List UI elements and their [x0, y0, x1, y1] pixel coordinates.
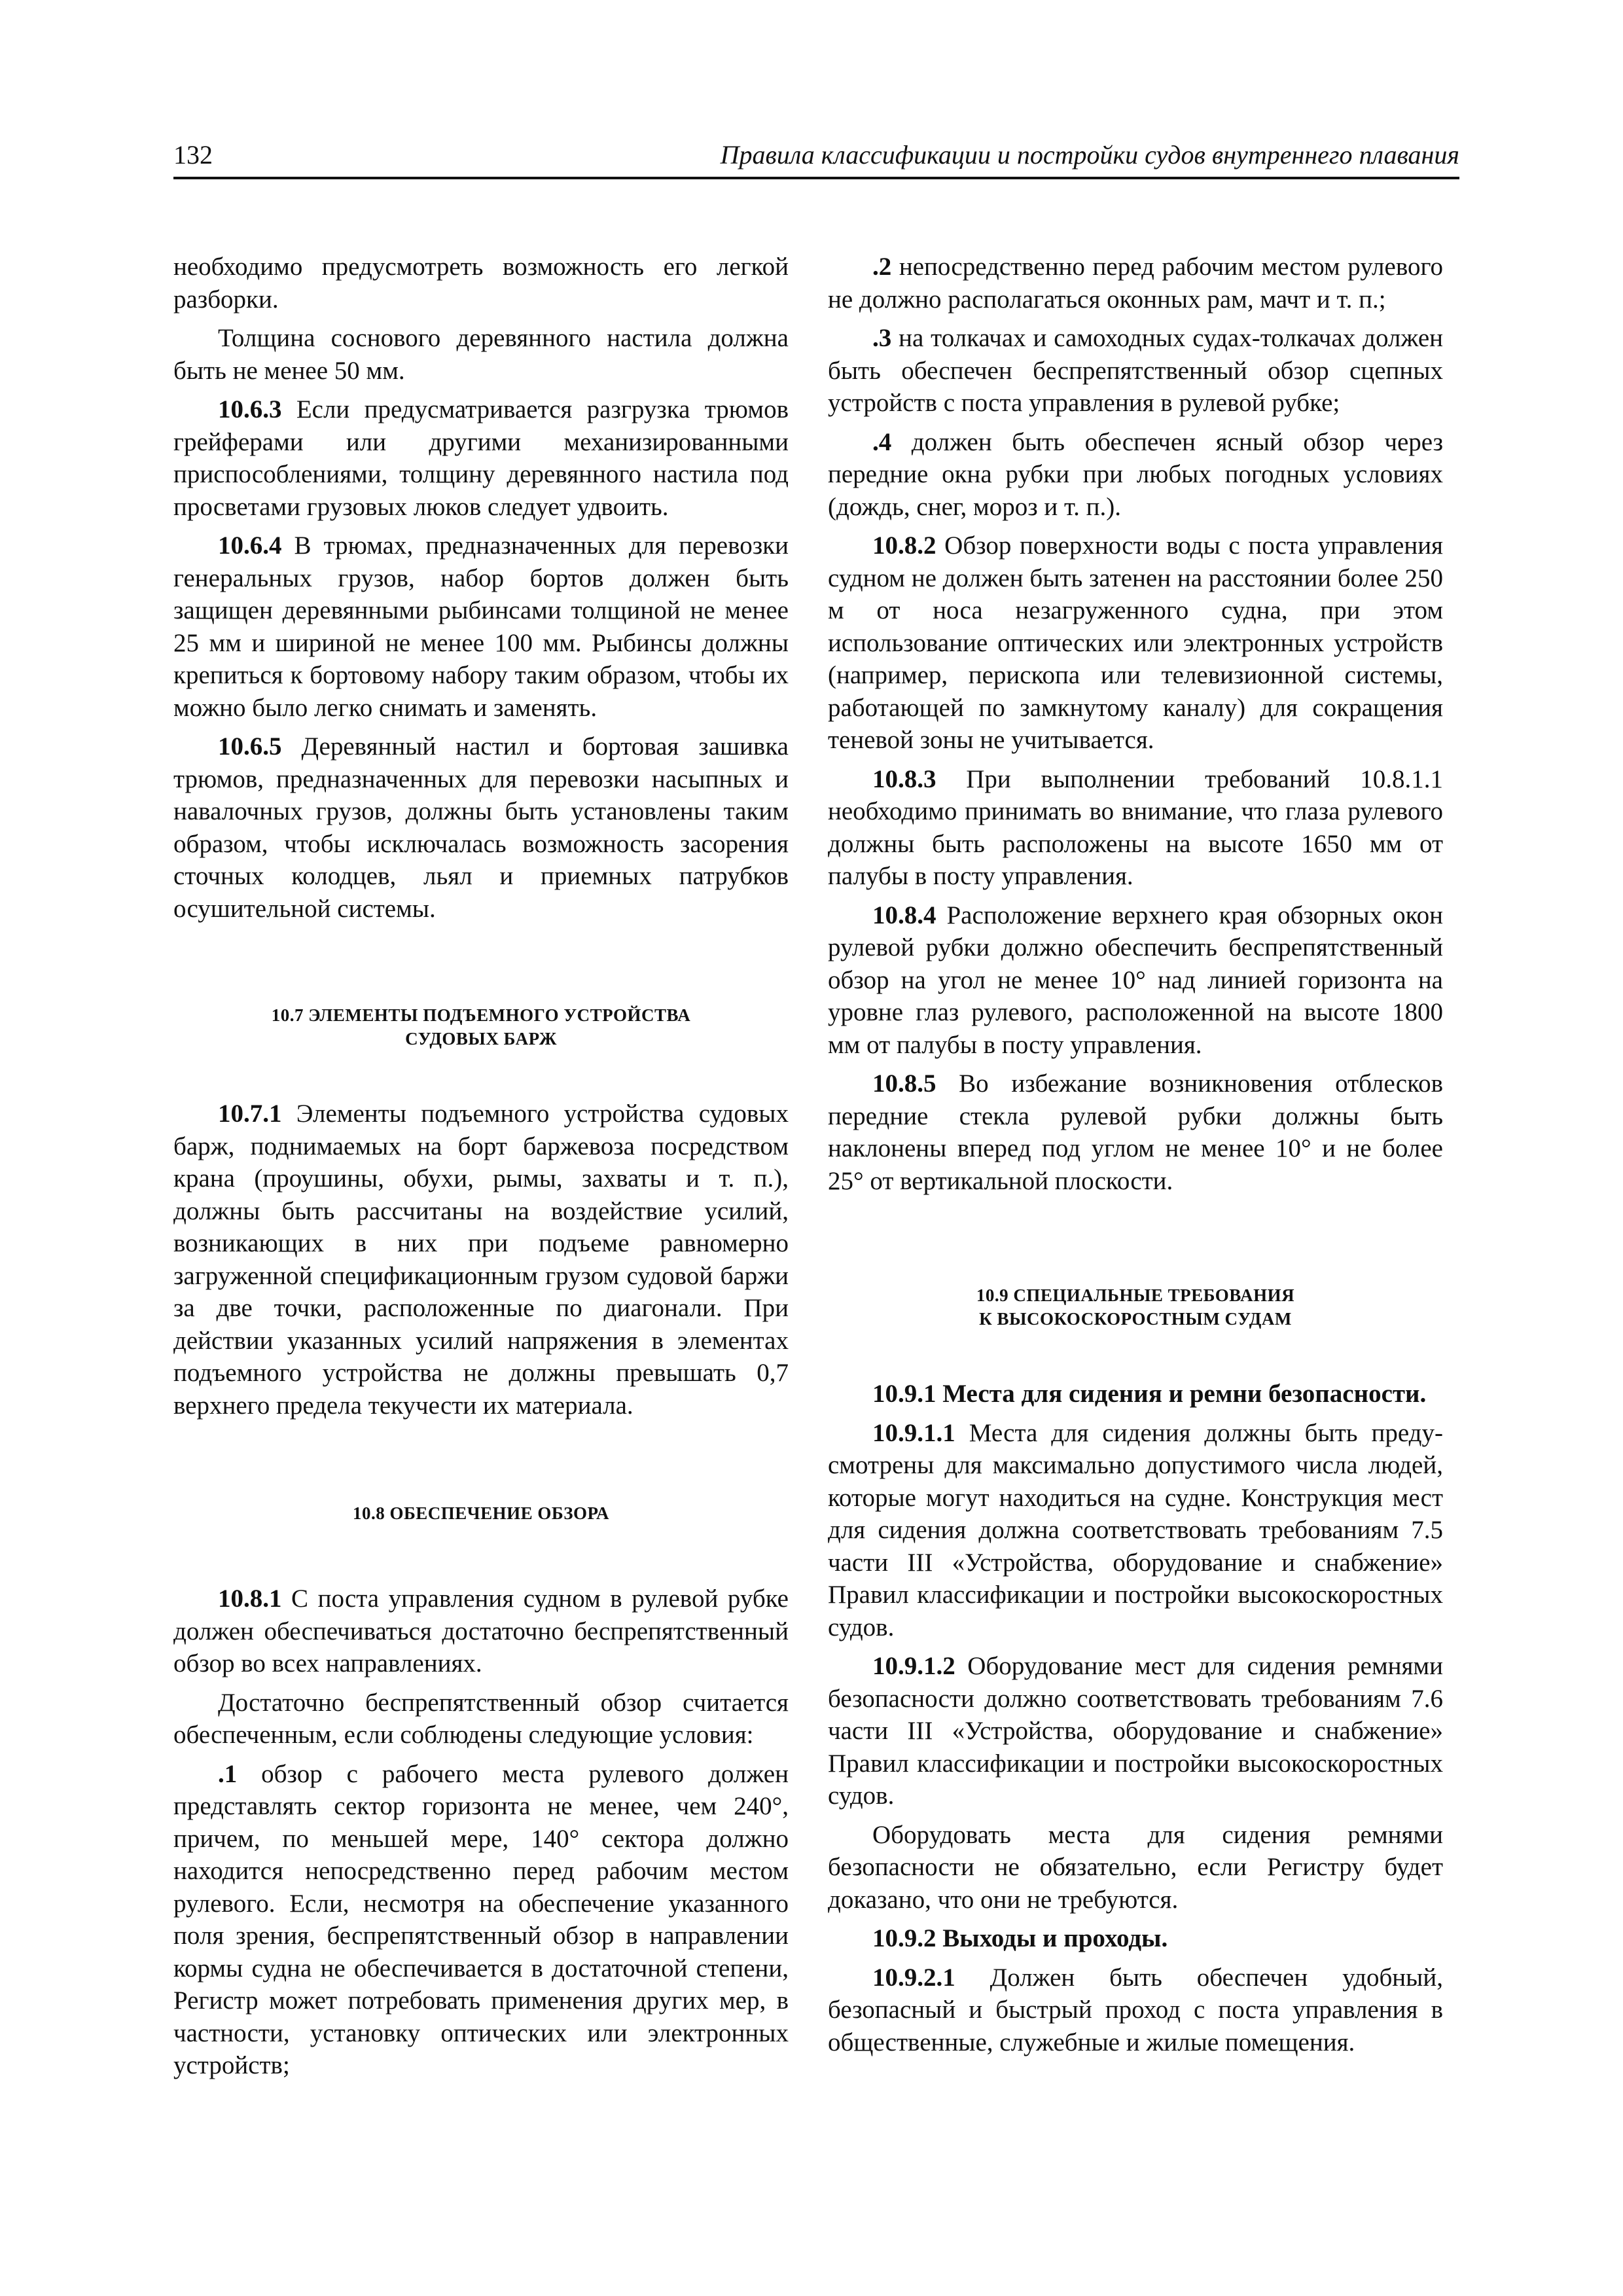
clause-10-8-2: 10.8.2 Обзор поверхности воды с поста управления судном не должен быть затенен на расстоянии более 250 м от носа незагруженного судна, при этом использование оптических или электронных устройств (например, перископа или телевизионной системы, работающей по замкнутому каналу) для сокращения теневой зоны не учитывается.: [828, 531, 1443, 754]
clause-10-7-1: 10.7.1 Элементы подъемного устройства судовых барж, поднимаемых на борт баржевоза посредством крана (проушины, обухи, рымы, захваты и т. п.), должны быть рассчитаны на воздействие усилий, возникающих в них при подъеме равномерно загруженной спецификационным грузом судовой баржи за две точки, расположенные по диагонали. При действии указанных усилий напряжения в элементах подъемного устройства не должны превышать 0,7 верхнего предела текучести их материала.: [173, 1100, 789, 1420]
paragraph: Оборудовать места для сидения ремнями безопасности не обязательно, если Регистру будет доказано, что они не требуются.: [828, 1820, 1443, 1914]
paragraph: Толщина соснового деревянного настила должна быть не менее 50 мм.: [173, 324, 789, 385]
clause-10-6-3: 10.6.3 Если предусматривается разгрузка трюмов грейферами или другими механизированными приспособлениями, толщину деревянного настила под просветами грузовых люков следует удвоить.: [173, 395, 789, 521]
item-4: .4 должен быть обеспечен ясный обзор через передние окна рубки при любых погодных условиях (дождь, снег, мороз и т. п.).: [828, 427, 1443, 521]
header-rule: [173, 177, 1459, 179]
paragraph: Достаточно беспрепятственный обзор считается обеспеченным, если соблюдены следующие условия:: [173, 1688, 789, 1749]
clause-10-9-1-1: 10.9.1.1 Места для сидения должны быть предусмотрены для максимально допустимого числа людей, которые могут находиться на судне. Конструкция мест для сидения должна соответствовать требованиям 7.5 части III «Устройства, оборудование и снабжение» Правил классификации и постройки высокоскоростных судов.: [828, 1418, 1443, 1641]
page-number: 132: [173, 140, 213, 170]
section-title-10-8: 10.8 ОБЕСПЕЧЕНИЕ ОБЗОРА: [352, 1503, 610, 1523]
subsection-10-9-2: 10.9.2 Выходы и проходы.: [872, 1924, 1168, 1952]
subsection-10-9-1: 10.9.1 Места для сидения и ремни безопасности.: [872, 1380, 1427, 1408]
right-column: [828, 251, 1443, 2065]
page-header: [173, 139, 1459, 179]
clause-10-6-4: 10.6.4 В трюмах, предназначенных для перевозки генеральных грузов, набор бортов должен быть защищен деревянными рыбинсами толщиной не менее 25 мм и шириной не менее 100 мм. Рыбинсы должны крепиться к бортовому набору таким образом, чтобы их можно было легко снимать и заменять.: [173, 531, 789, 722]
item-2: .2 непосредственно перед рабочим местом рулевого не должно располагаться оконных рам, мачт и т. п.;: [828, 253, 1443, 314]
item-1: .1 обзор с рабочего места рулевого должен представлять сектор горизонта не менее, чем 240°, причем, по меньшей мере, 140° сектора должно находится непосредственно перед рабочим местом рулевого. Если, несмотря на обеспечение указанного поля зрения, беспрепятственный обзор в направлении кормы судна не обеспечивается в достаточной степени, Регистр может потребовать применения других мер, в частности, установку оптических или электронных устройств;: [173, 1759, 789, 2079]
paragraph: необходимо предусмотреть возможность его легкой разборки.: [173, 253, 789, 314]
section-title-10-7: 10.7 ЭЛЕМЕНТЫ ПОДЪЕМНОГО УСТРОЙСТВА СУДОВЫХ БАРЖ: [271, 1005, 691, 1049]
running-title: Правила классификации и постройки судов внутреннего плавания: [720, 140, 1459, 170]
clause-10-9-1-2: 10.9.1.2 Оборудование мест для сидения ремнями безопасности должно соответствовать требованиям 7.6 части III «Устройства, оборудование и снабжение» Правил классификации и постройки высокоскоростных судов.: [828, 1652, 1443, 1810]
clause-10-8-5: 10.8.5 Во избежание возникновения отблесков передние стекла рулевой рубки должны быть наклонены вперед под углом не менее 10° и не более 25° от вертикальной плоскости.: [828, 1069, 1443, 1195]
clause-10-8-1: 10.8.1 С поста управления судном в рулевой рубке должен обеспечиваться достаточно беспрепятственный обзор во всех направлениях.: [173, 1585, 789, 1677]
clause-10-9-2-1: 10.9.2.1 Должен быть обеспечен удобный, безопасный и быстрый проход с поста управления в общественные, служебные и жилые помещения.: [828, 1963, 1443, 2056]
left-column: [173, 251, 789, 2089]
clause-10-8-3: 10.8.3 При выполнении требований 10.8.1.1 необходимо принимать во внимание, что глаза рулевого должны быть расположены на высоте 1650 мм от палубы в посту управления.: [828, 764, 1443, 890]
item-3: .3 на толкачах и самоходных судах-толкачах должен быть обеспечен беспрепятственный обзор сцепных устройств с поста управления в рулевой рубке;: [828, 324, 1443, 417]
section-title-10-9: 10.9 СПЕЦИАЛЬНЫЕ ТРЕБОВАНИЯ К ВЫСОКОСКОРОСТНЫМ СУДАМ: [976, 1285, 1295, 1329]
clause-10-8-4: 10.8.4 Расположение верхнего края обзорных окон рулевой рубки должно обеспечить беспрепятственный обзор на угол не менее 10° над линией горизонта на уровне глаз рулевого, расположенной на высоте 1800 мм от палубы в посту управления.: [828, 901, 1443, 1059]
clause-10-6-5: 10.6.5 Деревянный настил и бортовая зашивка трюмов, предназначенных для перевозки насыпных и навалочных грузов, должны быть установлены таким образом, чтобы исключалась возможность засорения сточных колодцев, льял и приемных патрубков осушительной системы.: [173, 732, 789, 923]
